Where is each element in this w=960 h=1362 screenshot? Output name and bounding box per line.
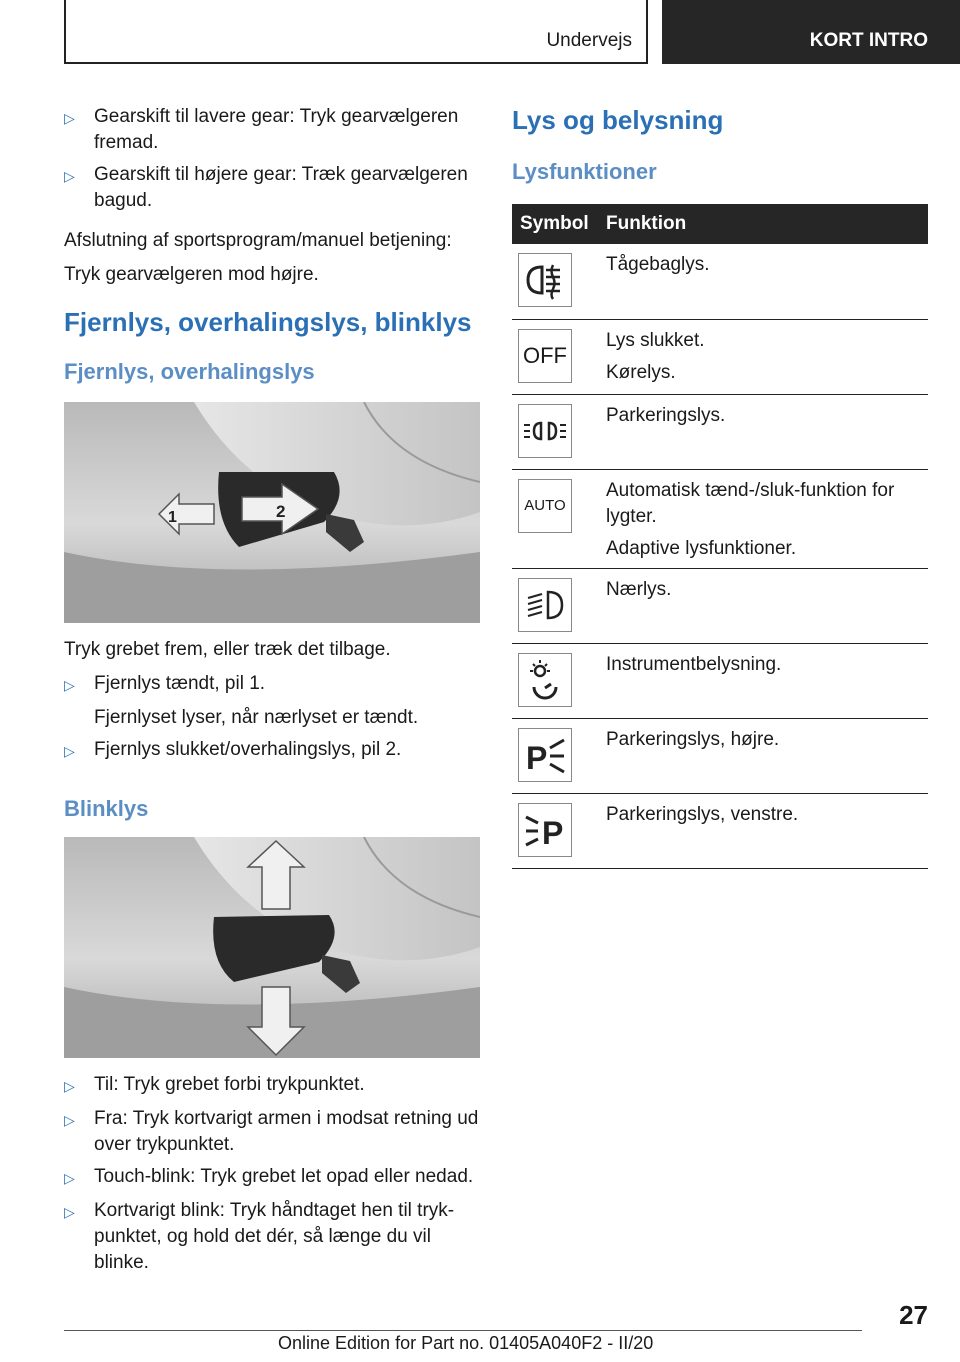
auto-icon: AUTO	[518, 479, 572, 533]
instrument-lighting-icon	[518, 653, 572, 707]
subsection-heading: Lysfunktioner	[512, 159, 657, 184]
page-number: 27	[899, 1300, 928, 1330]
column-header-function: Funktion	[598, 204, 928, 244]
column-header-symbol: Symbol	[512, 204, 598, 244]
function-text: Automatisk tænd-/sluk-funktion for lygter.	[606, 479, 895, 527]
paragraph: Tryk gearvælgeren mod højre.	[64, 264, 319, 285]
light-functions-table	[512, 204, 928, 869]
list-item: ▷ Til: Tryk grebet forbi trykpunktet.	[64, 1072, 482, 1100]
triangle-bullet-icon: ▷	[64, 1170, 75, 1186]
table-row	[512, 244, 928, 319]
list-item: ▷ Gearskift til lavere gear: Tryk gearvælgeren fremad.	[64, 104, 482, 156]
function-text: Adaptive lysfunktioner.	[606, 537, 797, 559]
function-text: Parkeringslys, venstre.	[606, 803, 799, 825]
triangle-bullet-icon: ▷	[64, 168, 75, 184]
function-text: Parkeringslys.	[606, 404, 726, 426]
header-box	[64, 0, 648, 64]
table-row	[512, 568, 928, 643]
table-row	[512, 718, 928, 793]
list-item: ▷ Touch-blink: Tryk grebet let opad eller nedad.	[64, 1164, 482, 1192]
triangle-bullet-icon: ▷	[64, 677, 75, 693]
image-caption: Tryk grebet frem, eller træk det tilbage.	[64, 639, 391, 660]
table-row	[512, 394, 928, 469]
footer-divider	[64, 1330, 862, 1331]
list-item-detail: Fjernlyset lyser, når nærlyset er tændt.	[94, 707, 419, 728]
paragraph: Afslutning af sportsprogram/manuel betjening:	[64, 230, 452, 251]
table-row	[512, 643, 928, 718]
turn-signal-stalk-image	[64, 837, 480, 1058]
list-item: ▷ Gearskift til højere gear: Træk gearvælgeren bagud.	[64, 162, 482, 214]
arrow-1-label: 1	[168, 509, 177, 526]
function-text: Parkeringslys, højre.	[606, 728, 780, 750]
subsection-heading: Blinklys	[64, 796, 149, 821]
list-item: ▷ Fjernlys slukket/overhalingslys, pil 2.	[64, 737, 482, 765]
table-header-row	[512, 204, 928, 244]
function-text: Instrumentbelysning.	[606, 653, 782, 675]
parking-light-left-icon	[518, 803, 572, 857]
triangle-bullet-icon: ▷	[64, 110, 75, 126]
function-text: Lys slukket.	[606, 329, 705, 351]
section-title: Undervejs	[546, 30, 632, 51]
arrow-2-label: 2	[276, 502, 286, 521]
function-text: Nærlys.	[606, 578, 672, 600]
left-column	[64, 104, 482, 1282]
subsection-heading: Fjernlys, overhalingslys	[64, 359, 315, 384]
table-row	[512, 793, 928, 868]
list-item: ▷ Fjernlys tændt, pil 1.	[64, 671, 482, 699]
high-beam-stalk-image	[64, 402, 480, 623]
low-beam-icon	[518, 578, 572, 632]
triangle-bullet-icon: ▷	[64, 1112, 75, 1128]
section-heading: Lys og belysning	[512, 105, 724, 135]
triangle-bullet-icon: ▷	[64, 743, 75, 759]
triangle-bullet-icon: ▷	[64, 1204, 75, 1220]
function-text: Tågebaglys.	[606, 254, 710, 275]
triangle-bullet-icon: ▷	[64, 1078, 75, 1094]
edition-text: Online Edition for Part no. 01405A040F2 - II/20	[278, 1333, 654, 1353]
list-item: ▷ Kortvarigt blink: Tryk håndtaget hen til tryk-punktet, og hold det dér, så længe du vil blinke.	[64, 1198, 482, 1276]
list-item: ▷ Fra: Tryk kortvarigt armen i modsat retning ud over trykpunktet.	[64, 1106, 482, 1158]
rear-fog-light-icon	[518, 253, 572, 307]
table-row	[512, 319, 928, 394]
section-heading: Fjernlys, overhalingslys, blinklys	[64, 307, 472, 337]
right-column	[512, 104, 928, 869]
chapter-tab: KORT INTRO	[662, 0, 960, 64]
svg-text:P: P	[542, 814, 564, 851]
table-row	[512, 469, 928, 568]
parking-lights-icon	[518, 404, 572, 458]
off-icon: OFF	[518, 329, 572, 383]
svg-text:P: P	[526, 739, 548, 776]
function-text: Kørelys.	[606, 361, 676, 383]
parking-light-right-icon	[518, 728, 572, 782]
